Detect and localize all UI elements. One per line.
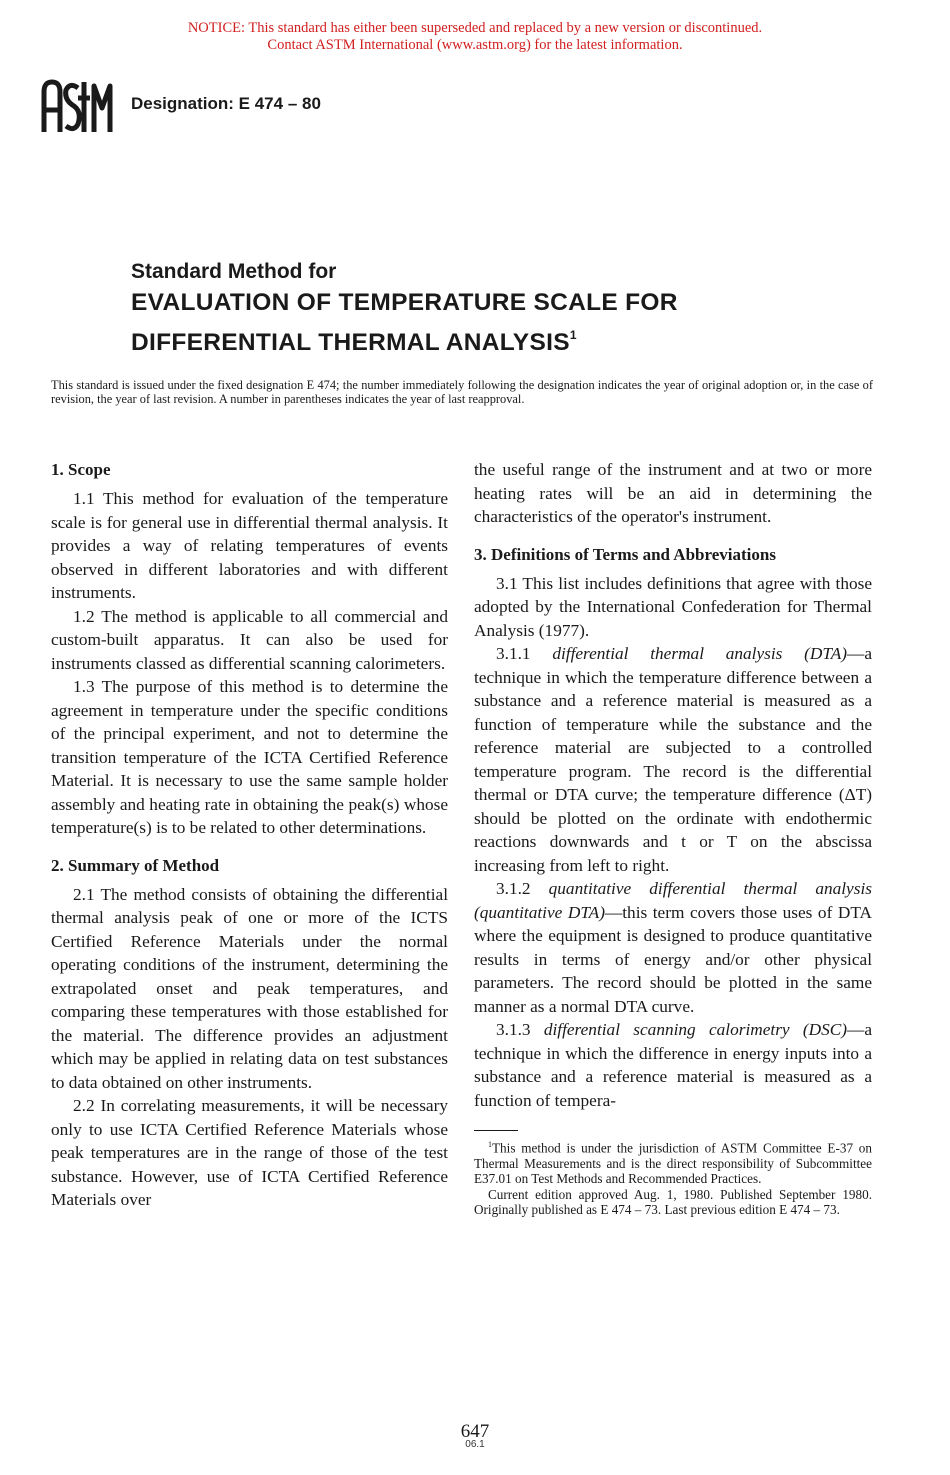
paragraph-1-3: 1.3 The purpose of this method is to determine the agreement in temperature under the specific conditions of the principal experiment, and not to determine the transition temperature of the ICTA Certified Reference Material. It is necessary to use the same sample holder assembly and heating rate in obtaining the peak(s) whose temperature(s) is to be related to other determinations.: [51, 677, 448, 837]
section-heading-scope: 1. Scope: [51, 460, 111, 479]
title-block: [131, 258, 678, 359]
paragraph-2-2: 2.2 In correlating measurements, it will be necessary only to use ICTA Certified Reference Materials whose peak temperatures are in the range of those of the test substance. However, use of ICTA Certified Reference Materials over: [51, 1096, 448, 1209]
footnote-mark: 1: [488, 1140, 492, 1149]
section-heading-summary: 2. Summary of Method: [51, 855, 220, 875]
left-column: [51, 458, 448, 1212]
logo-text: ASTM: [77, 133, 80, 134]
paragraph-2-2-continued: the useful range of the instrument and at two or more heating rates will be an aid in determining the characteristics of the operator's instrument.: [474, 460, 872, 526]
paragraph-3-1-2: [474, 877, 872, 1018]
footnote-divider: [474, 1130, 518, 1131]
clause-number: 3.1.2: [496, 879, 531, 898]
section-heading-definitions: 3. Definitions of Terms and Abbreviations: [474, 544, 776, 564]
notice-line-2: Contact ASTM International (www.astm.org) for the latest information.: [267, 37, 683, 53]
definition-text: —a technique in which the difference in energy inputs into a substance and a reference material is measured as a function of tempera-: [474, 1020, 872, 1110]
designation: Designation: E 474 – 80: [131, 94, 321, 113]
definition-text: —a technique in which the temperature difference between a substance and a reference material is measured as a function of temperature while the substance and the reference material are subjected to a controlled temperature program. The record is the differential thermal or DTA curve; the temperature difference (ΔT) should be plotted on the ordinate with endothermic reactions downwards and t or T on the abscissa increasing from left to right.: [474, 644, 872, 875]
notice-line-1: NOTICE: This standard has either been superseded and replaced by a new version or discontinued.: [187, 20, 763, 36]
clause-number: 3.1.3: [496, 1020, 531, 1039]
notice-banner: [0, 20, 950, 54]
title-footnote-mark: 1: [569, 328, 577, 342]
title-line-1: EVALUATION OF TEMPERATURE SCALE FOR: [131, 289, 678, 316]
clause-number: 3.1.1: [496, 644, 531, 663]
defined-term: quantitative differential thermal analysis (quantitative DTA): [474, 879, 872, 922]
paragraph-1-2: 1.2 The method is applicable to all commercial and custom-built apparatus. It can also be used for instruments classed as differential scanning calorimeters.: [51, 606, 448, 673]
title-line-2-text: DIFFERENTIAL THERMAL ANALYSIS: [131, 329, 570, 356]
footnote-1-text: This method is under the jurisdiction of ASTM Committee E-37 on Thermal Measurements and is the direct responsibility of Subcommittee E37.01 on Test Methods and Recommended Practices.: [474, 1140, 872, 1187]
definition-text: —this term covers those uses of DTA where the equipment is designed to produce quantitative results in terms of energy and/or other physical parameters. The record should be plotted in the same manner as a normal DTA curve.: [474, 902, 872, 1016]
title-pre: Standard Method for: [131, 260, 337, 283]
paragraph-3-1-3: [474, 1018, 872, 1112]
footnote-1: [474, 1137, 872, 1187]
defined-term: differential scanning calorimetry (DSC): [543, 1020, 848, 1039]
paragraph-2-1: 2.1 The method consists of obtaining the differential thermal analysis peak of one or more of the ICTS Certified Reference Materials under the normal operating conditions of the instrument, determining the extrapolated onset and peak temperatures, and comparing these temperatures with those established for the material. The difference provides an adjustment which may be applied in relating data on test substances to data obtained on other instruments.: [51, 884, 448, 1092]
paragraph-3-1: 3.1 This list includes definitions that agree with those adopted by the International Confederation for Thermal Analysis (1977).: [474, 573, 872, 640]
defined-term: differential thermal analysis (DTA): [552, 644, 848, 663]
paragraph-1-1: 1.1 This method for evaluation of the temperature scale is for general use in differential thermal analysis. It provides a way of relating temperatures of events observed in different laboratories and with different instruments.: [51, 489, 448, 602]
issued-note: This standard is issued under the fixed designation E 474; the number immediately following the designation indicates the year of original adoption or, in the case of revision, the year of last revision. A number in parentheses indicates the year of last reapproval.: [51, 378, 873, 406]
page-volume: 06.1: [465, 1439, 485, 1450]
footnote-2: Current edition approved Aug. 1, 1980. Published September 1980. Originally published as E 474 – 73. Last previous edition E 474 – 73.: [474, 1186, 872, 1218]
astm-logo-icon: [38, 78, 116, 134]
paragraph-3-1-1: [474, 642, 872, 877]
title-line-2: [131, 319, 678, 359]
page-number: 647: [460, 1421, 490, 1442]
right-column: [474, 458, 872, 1218]
